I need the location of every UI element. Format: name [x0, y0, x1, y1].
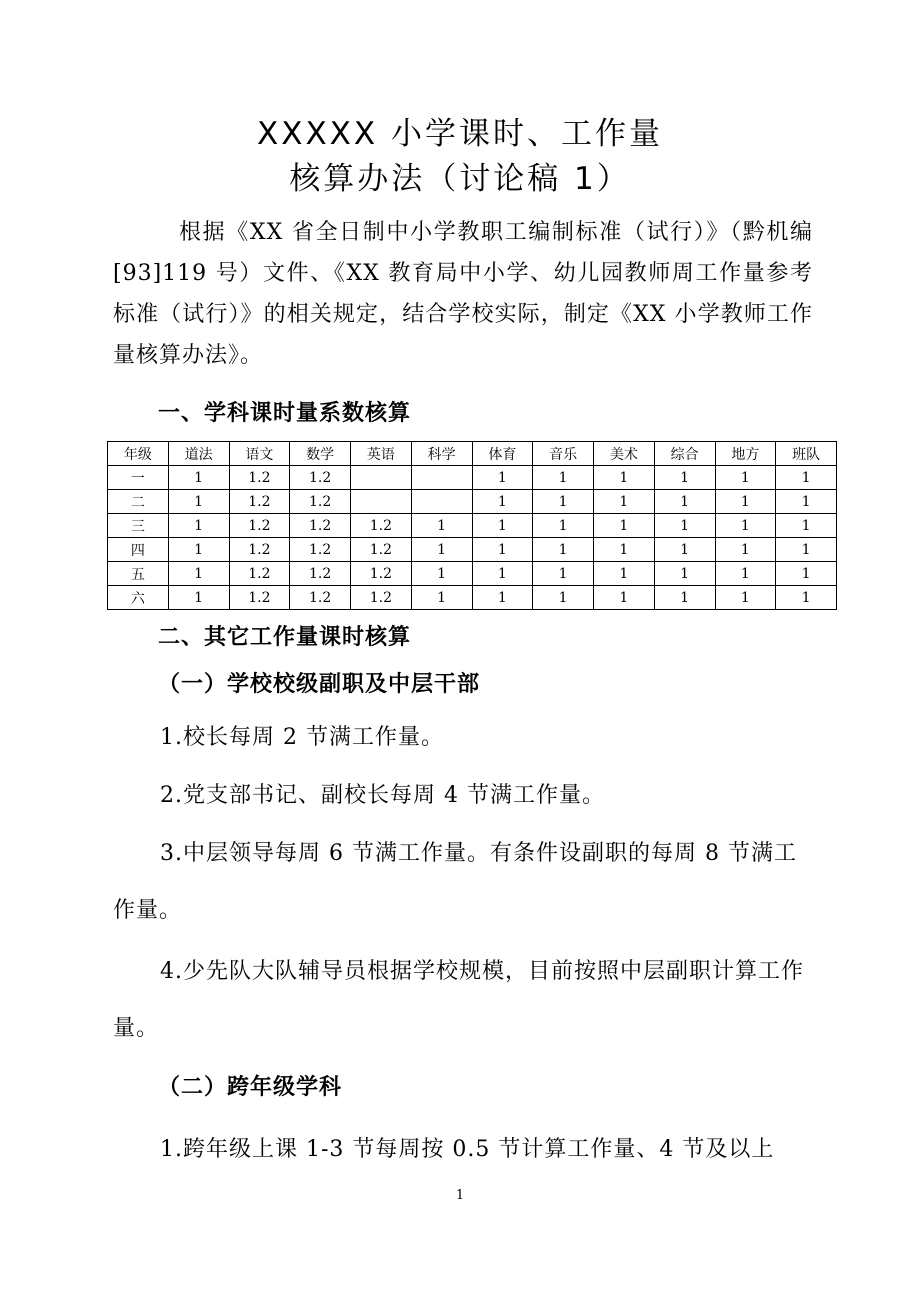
table-cell: 1 — [654, 514, 715, 538]
table-cell: 1 — [594, 466, 655, 490]
table-cell: 1 — [533, 490, 594, 514]
table-cell: 1 — [168, 562, 229, 586]
header-cell: 年级 — [108, 442, 169, 466]
section-2-heading: 二、其它工作量课时核算 — [158, 625, 412, 650]
header-cell: 语文 — [229, 442, 290, 466]
table-cell: 1 — [472, 490, 533, 514]
table-cell — [351, 466, 412, 490]
subsection-2-heading: （二）跨年级学科 — [158, 1075, 343, 1100]
table-cell: 1 — [411, 538, 472, 562]
table-cell — [411, 490, 472, 514]
title-line-1: XXXXX 小学课时、工作量 — [256, 116, 664, 152]
table-cell: 1.2 — [351, 514, 412, 538]
header-cell: 班队 — [776, 442, 837, 466]
table-cell: 1 — [654, 490, 715, 514]
table-row — [108, 538, 837, 562]
table-cell: 1.2 — [229, 538, 290, 562]
table-cell: 1 — [715, 562, 776, 586]
table-cell: 二 — [108, 490, 169, 514]
table-cell: 1 — [654, 586, 715, 610]
table-cell: 1 — [715, 514, 776, 538]
header-cell: 地方 — [715, 442, 776, 466]
table-cell: 1.2 — [229, 466, 290, 490]
table-cell: 1.2 — [290, 514, 351, 538]
table-cell: 1 — [472, 562, 533, 586]
intro-paragraph: 根据《XX 省全日制中小学教职工编制标准（试行）》（黔机编[93]119 号）文件、《XX 教育局中小学、幼儿园教师周工作量参考标准（试行）》的相关规定，结合学校实际，制定《XX 小学教师工作量核算办法》。 — [113, 220, 813, 368]
table-cell: 1 — [776, 586, 837, 610]
table-cell: 1 — [533, 466, 594, 490]
table-cell: 1 — [168, 538, 229, 562]
subsection-1-heading: （一）学校校级副职及中层干部 — [158, 672, 481, 697]
table-cell: 1 — [411, 514, 472, 538]
page-number: 1 — [455, 1188, 465, 1203]
table-cell: 1 — [776, 562, 837, 586]
table-cell: 四 — [108, 538, 169, 562]
table-cell: 1.2 — [290, 490, 351, 514]
table-cell: 1.2 — [229, 490, 290, 514]
table-cell: 1 — [594, 538, 655, 562]
table-cell: 1 — [715, 538, 776, 562]
table-cell: 1 — [776, 490, 837, 514]
table-cell: 1 — [654, 466, 715, 490]
table-cell: 1 — [168, 466, 229, 490]
table-header-row — [108, 442, 837, 466]
table-cell: 1 — [168, 490, 229, 514]
list-item: 3.中层领导每周 6 节满工作量。有条件设副职的每周 8 节满工作量。 — [113, 841, 797, 923]
table-cell — [411, 466, 472, 490]
table-cell: 1 — [472, 538, 533, 562]
table-cell: 1 — [472, 514, 533, 538]
table-cell: 1 — [472, 466, 533, 490]
table-cell: 1 — [776, 538, 837, 562]
table-cell: 1.2 — [290, 586, 351, 610]
list-item: 4.少先队大队辅导员根据学校规模，目前按照中层副职计算工作量。 — [113, 959, 804, 1041]
table-cell: 1 — [654, 538, 715, 562]
table-cell: 1 — [533, 586, 594, 610]
header-cell: 英语 — [351, 442, 412, 466]
table-cell: 1 — [472, 586, 533, 610]
table-cell: 1 — [715, 586, 776, 610]
table-cell: 1 — [168, 586, 229, 610]
table-row — [108, 490, 837, 514]
table-cell: 1.2 — [351, 586, 412, 610]
header-cell: 科学 — [411, 442, 472, 466]
header-cell: 音乐 — [533, 442, 594, 466]
table-cell: 六 — [108, 586, 169, 610]
table-cell: 1 — [654, 562, 715, 586]
coefficient-table — [107, 441, 837, 610]
table-cell — [351, 490, 412, 514]
list-item: 1.跨年级上课 1-3 节每周按 0.5 节计算工作量、4 节及以上 — [160, 1137, 775, 1162]
header-cell: 体育 — [472, 442, 533, 466]
list-item: 1.校长每周 2 节满工作量。 — [160, 725, 444, 750]
header-cell: 数学 — [290, 442, 351, 466]
title-line-2: 核算办法（讨论稿 1） — [289, 161, 631, 197]
table-cell: 1 — [533, 538, 594, 562]
table-row — [108, 586, 837, 610]
list-item: 2.党支部书记、副校长每周 4 节满工作量。 — [160, 783, 605, 808]
table-cell: 一 — [108, 466, 169, 490]
table-cell: 1 — [776, 514, 837, 538]
header-cell: 道法 — [168, 442, 229, 466]
table-cell: 1 — [533, 562, 594, 586]
table-cell: 1.2 — [351, 562, 412, 586]
table-cell: 1.2 — [229, 586, 290, 610]
table-cell: 三 — [108, 514, 169, 538]
table-cell: 1.2 — [229, 514, 290, 538]
table-cell: 1 — [594, 586, 655, 610]
table-cell: 1 — [411, 562, 472, 586]
table-cell: 1.2 — [290, 562, 351, 586]
section-1-heading: 一、学科课时量系数核算 — [158, 401, 412, 426]
table-cell: 1.2 — [351, 538, 412, 562]
table-row — [108, 562, 837, 586]
table-cell: 1 — [776, 466, 837, 490]
table-cell: 1 — [594, 514, 655, 538]
table-row — [108, 514, 837, 538]
table-row — [108, 466, 837, 490]
table-cell: 1 — [715, 490, 776, 514]
header-cell: 美术 — [594, 442, 655, 466]
table-cell: 1.2 — [290, 538, 351, 562]
table-cell: 1 — [411, 586, 472, 610]
table-cell: 1 — [594, 562, 655, 586]
header-cell: 综合 — [654, 442, 715, 466]
table-cell: 1.2 — [229, 562, 290, 586]
table-cell: 1 — [594, 490, 655, 514]
table-cell: 1 — [168, 514, 229, 538]
table-cell: 五 — [108, 562, 169, 586]
table-cell: 1 — [533, 514, 594, 538]
table-cell: 1.2 — [290, 466, 351, 490]
table-cell: 1 — [715, 466, 776, 490]
